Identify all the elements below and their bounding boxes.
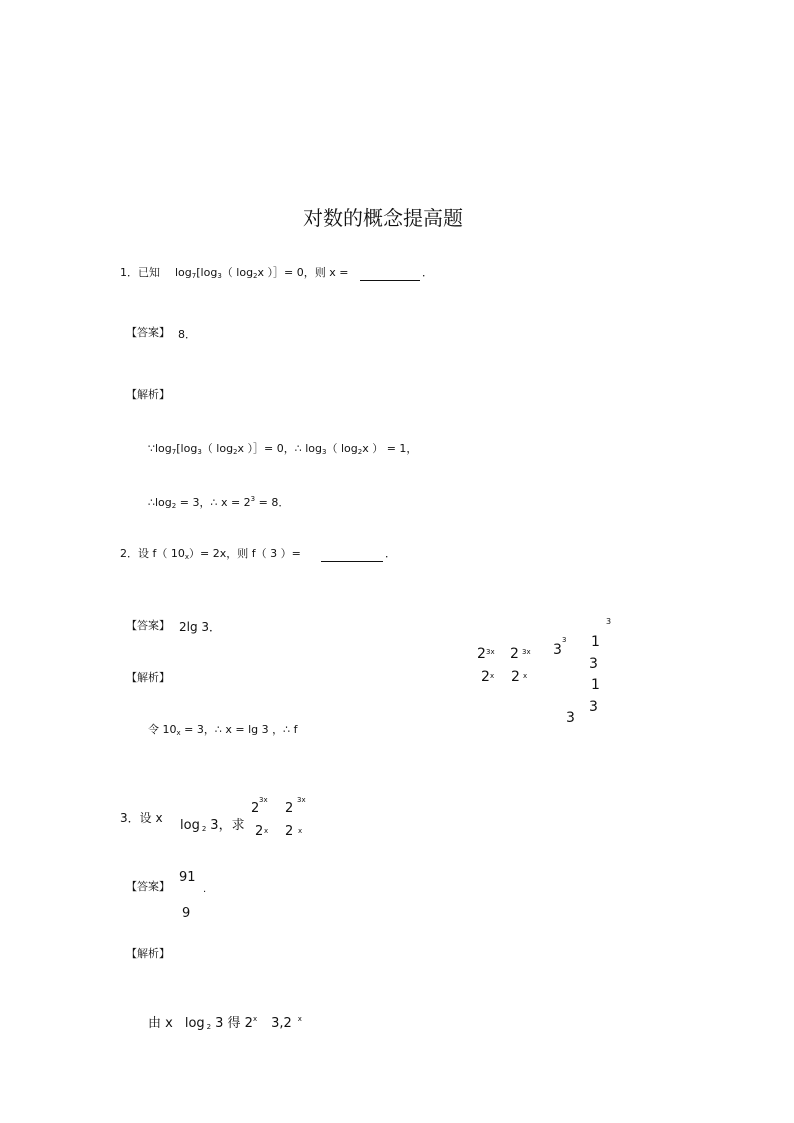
q3-stem-b: 3，求: [210, 818, 245, 833]
q1-l2-sup3: 3: [250, 495, 256, 503]
q3-frac-top-3x: 3x: [259, 796, 268, 804]
q2-stem-subx: x: [184, 553, 190, 561]
q1-analysis-tag: 【解析】: [126, 388, 170, 401]
q2-float-xb: x: [523, 672, 528, 680]
q2-float-2d: 2: [511, 669, 520, 685]
q3-frac-top-3xb: 3x: [297, 796, 306, 804]
q3-answer-dot: .: [203, 884, 207, 895]
q3-frac-bot-2b: 2: [285, 824, 294, 839]
q3-answer-tag: 【答案】: [126, 880, 170, 893]
q1-l1-b: [log: [176, 442, 198, 455]
q1-expr-d: x ）］= 0，则 x =: [257, 266, 349, 279]
q3-analysis-line: [148, 1016, 302, 1031]
q1-l1-sub3b: 3: [322, 448, 327, 456]
q2-analysis-tag: 【解析】: [126, 671, 170, 684]
q3-line-supx2: x: [297, 1015, 302, 1023]
q1-l1-sub2b: 2: [357, 448, 363, 456]
q3-stem-a: 3．设 x: [120, 811, 163, 825]
q1-l2-b: = 3，∴ x = 2: [176, 496, 251, 509]
q1-expr-a: log: [175, 266, 192, 279]
q2-stem-b: ）= 2x，则 f（ 3 ）=: [189, 547, 301, 560]
q3-answer-numerator: 91: [179, 870, 196, 885]
q1-sub-2: 2: [253, 272, 258, 280]
page-title: 对数的概念提高题: [303, 206, 463, 230]
q2-float-3c: 3: [566, 710, 575, 726]
q1-l1-sub7: 7: [171, 448, 177, 456]
q3-line-b: 3 得 2: [215, 1016, 253, 1031]
q3-line-supx: x: [252, 1015, 258, 1023]
q1-blank: [360, 270, 420, 281]
q3-analysis-tag: 【解析】: [126, 947, 170, 960]
q3-line-a: 由 x: [148, 1016, 173, 1031]
q2-float-33sup: 3: [562, 636, 567, 644]
q1-expression: [175, 267, 348, 280]
q2-float-3xb: 3x: [522, 648, 531, 656]
q1-l2-a: ∴log: [148, 496, 172, 509]
q1-sub-7: 7: [191, 272, 197, 280]
q1-l1-f: x ） = 1，: [362, 442, 418, 455]
q2-float-3a: 3: [589, 656, 598, 672]
q1-analysis-line-1: [148, 443, 417, 456]
q2-line-subx: x: [176, 729, 181, 737]
q3-line-c: 3,2: [271, 1016, 292, 1031]
q2-float-x: x: [490, 672, 495, 680]
q3-log: log: [180, 818, 200, 833]
q2-float-2b: 2: [510, 646, 519, 662]
q1-l1-e: （ log: [326, 442, 358, 455]
q2-analysis-line: [148, 724, 297, 737]
q1-expr-c: （ log: [221, 266, 254, 279]
q1-answer: 8．: [178, 328, 196, 341]
q2-float-sup3-top: 3: [606, 617, 612, 626]
q1-stem-prefix: 1．已知: [120, 266, 160, 279]
q2-float-1b: 1: [591, 677, 600, 693]
q3-line-sub2: 2: [206, 1023, 212, 1031]
q1-l1-d: x ）］= 0，∴ log: [237, 442, 322, 455]
q3-frac-top-2b: 2: [285, 801, 294, 816]
q2-blank: [321, 551, 383, 562]
q2-stem: [120, 548, 301, 561]
q3-answer-denominator: 9: [182, 906, 191, 921]
q2-float-3b: 3: [589, 699, 598, 715]
q1-l2-c: = 8．: [255, 496, 290, 509]
q2-float-2c: 2: [481, 669, 490, 685]
q2-answer: 2lg 3．: [179, 620, 222, 634]
q2-stem-a: 2．设 f（ 10: [120, 547, 185, 560]
q1-sub-3: 3: [217, 272, 222, 280]
q1-l2-sub2: 2: [171, 502, 177, 510]
q2-line-a: 令 10: [148, 723, 177, 736]
q3-frac-bot-x: x: [264, 827, 269, 835]
q1-answer-tag: 【答案】: [126, 326, 170, 339]
q2-float-1a: 1: [591, 634, 600, 650]
q1-l1-sub2: 2: [233, 448, 238, 456]
q1-l1-a: ∵log: [148, 442, 172, 455]
q2-float-3x: 3x: [486, 648, 495, 656]
q2-float-2: 2: [477, 646, 486, 662]
q3-frac-bot-xb: x: [298, 827, 303, 835]
q1-l1-c: （ log: [201, 442, 234, 455]
q3-frac-bot-2: 2: [255, 824, 264, 839]
q2-float-33: 3: [553, 642, 562, 658]
q1-expr-b: [log: [196, 266, 218, 279]
q3-sub2: 2: [201, 825, 207, 833]
q2-line-b: = 3，∴ x = lg 3 ，∴ f: [180, 723, 298, 736]
q1-analysis-line-2: [148, 496, 289, 510]
q1-l1-sub3: 3: [197, 448, 202, 456]
q3-stem-log: [180, 819, 245, 833]
q1-dot: ．: [422, 266, 433, 279]
q2-dot: ．: [385, 547, 396, 560]
q3-frac-top-2: 2: [251, 801, 260, 816]
q2-answer-tag: 【答案】: [126, 619, 170, 632]
q3-line-log: log: [184, 1016, 205, 1031]
